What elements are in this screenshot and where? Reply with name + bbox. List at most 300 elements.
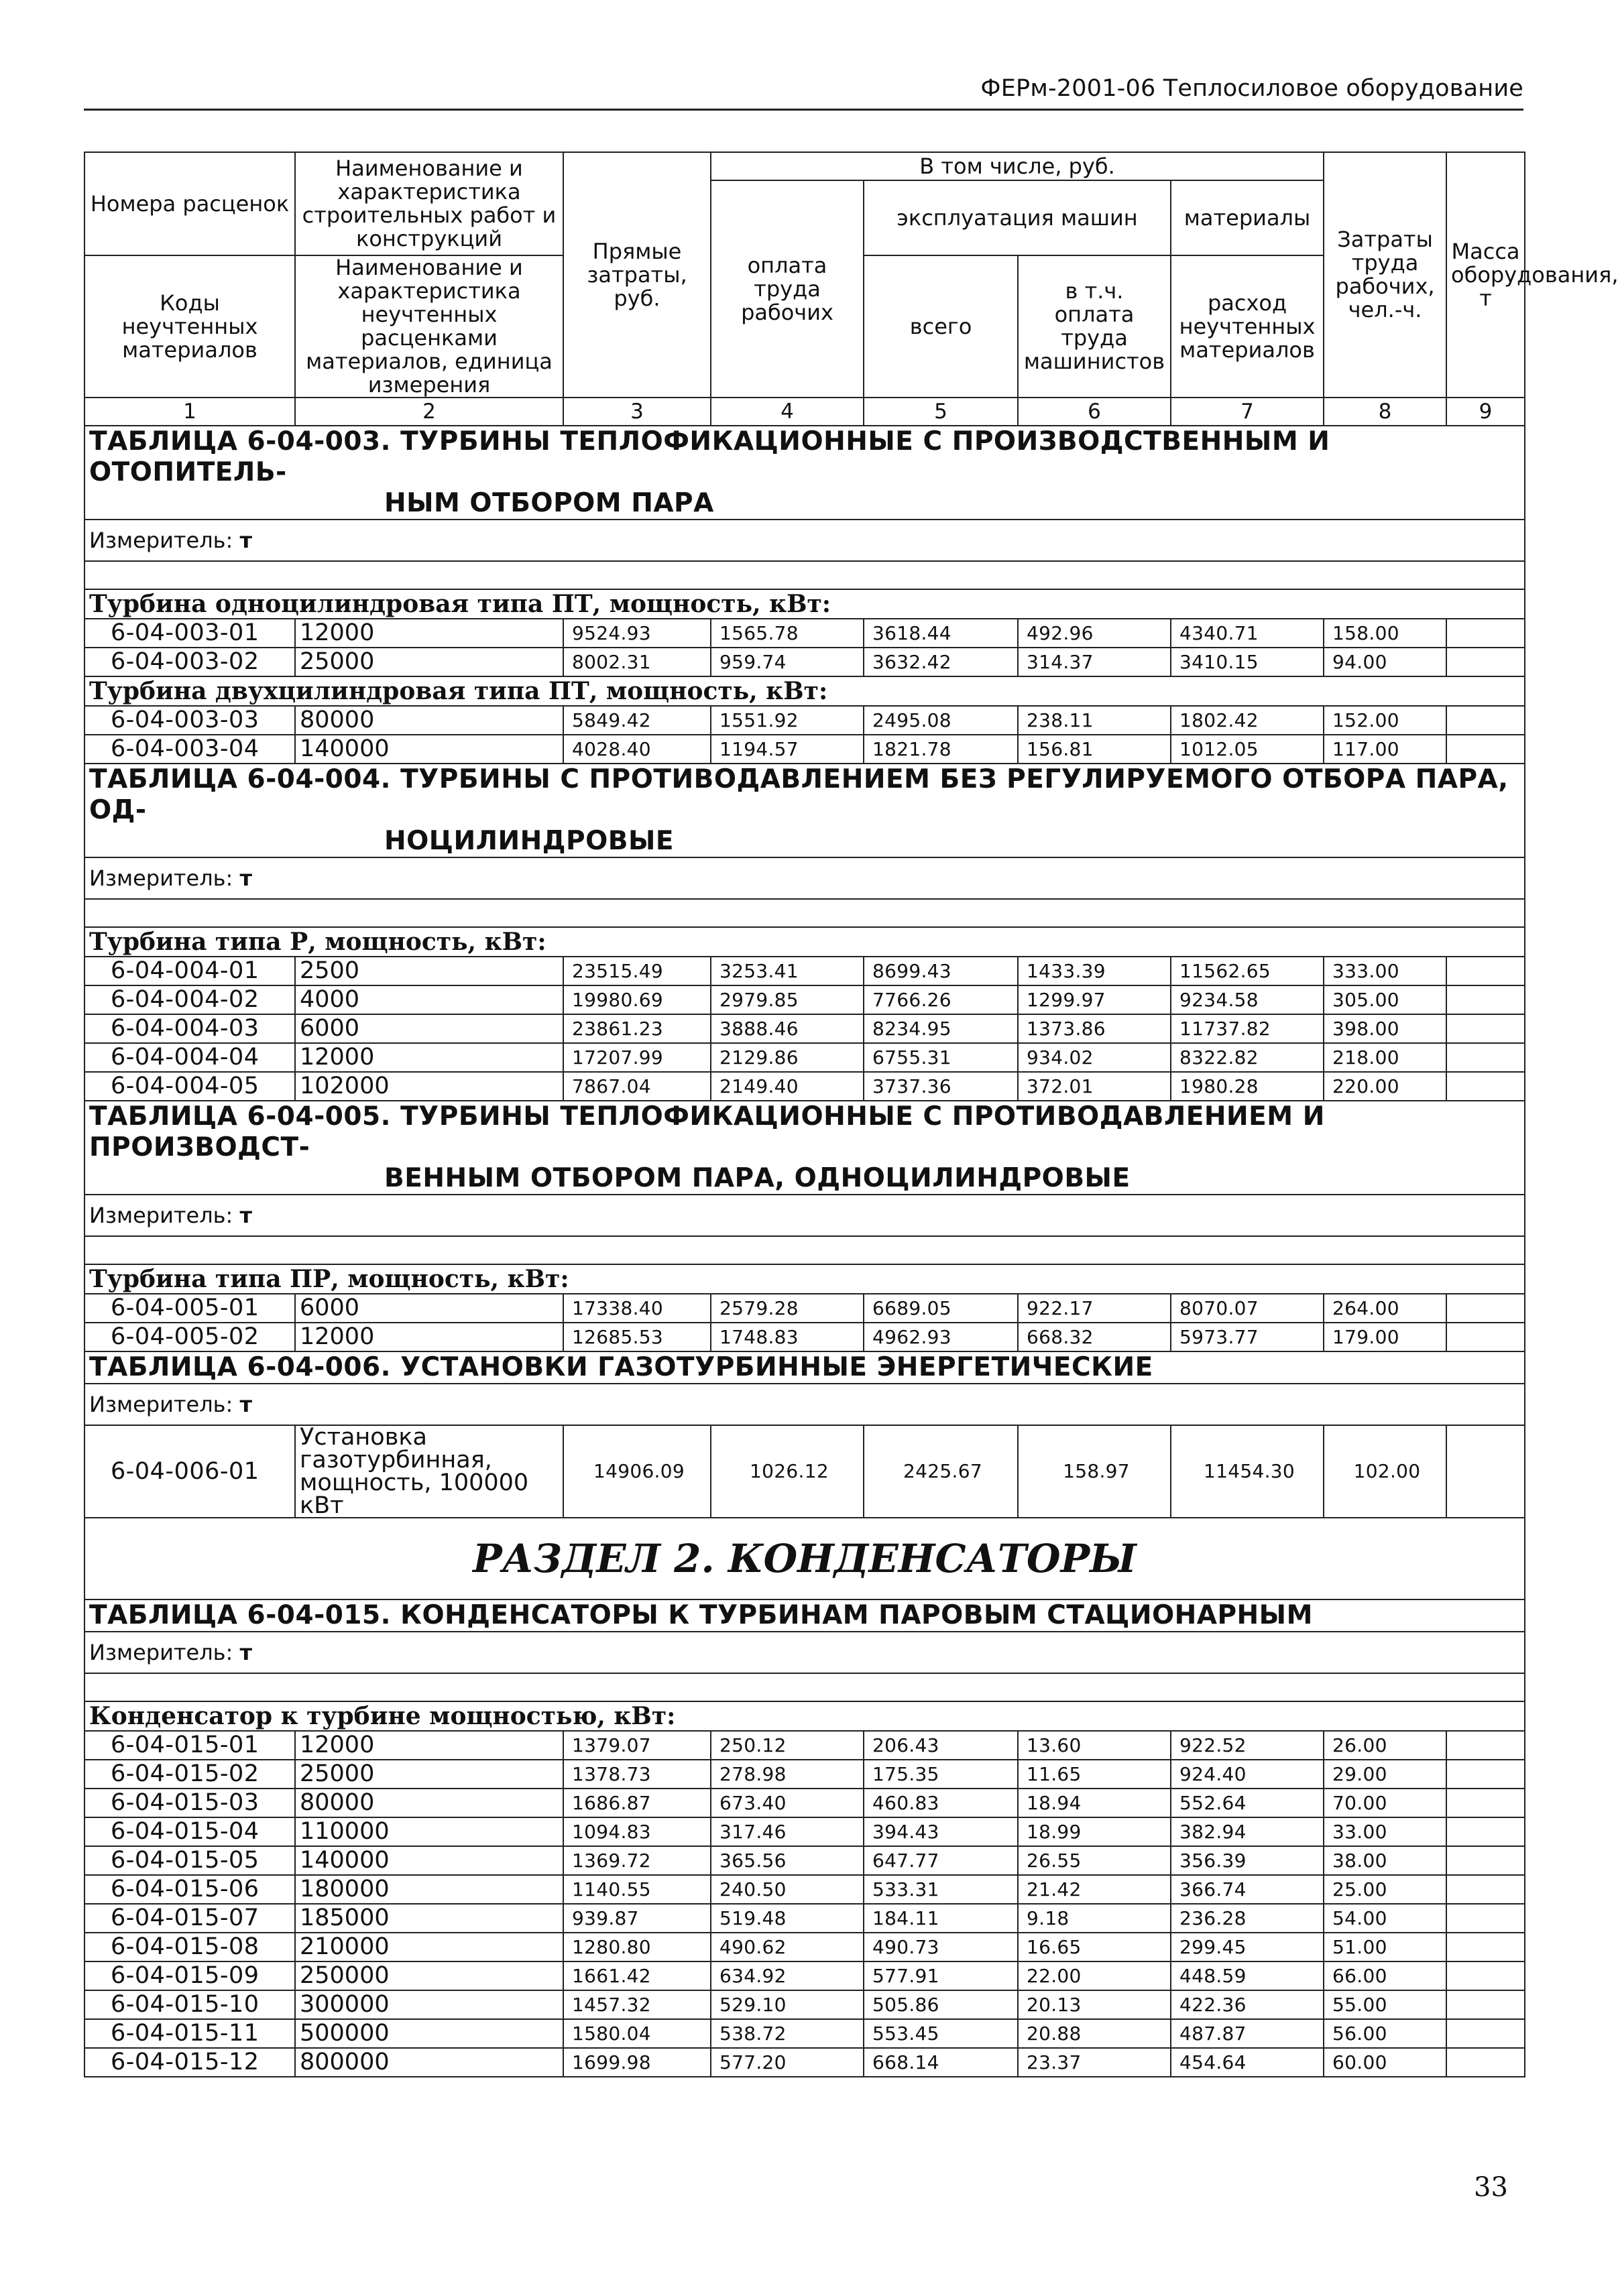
labor-wages: 529.10 xyxy=(711,1990,864,2019)
machine-wages: 18.99 xyxy=(1018,1817,1171,1846)
table-row xyxy=(84,1904,1525,1933)
rate-code: 6-04-015-05 xyxy=(84,1846,295,1875)
header-materials-consumption: расход неучтенных материалов xyxy=(1171,255,1324,398)
table-row xyxy=(84,1933,1525,1961)
table-row xyxy=(84,1961,1525,1990)
spacer-cell xyxy=(84,899,1525,927)
equipment-mass xyxy=(1446,2019,1525,2048)
labor-hours: 55.00 xyxy=(1324,1990,1446,2019)
group-heading: Турбина типа ПР, мощность, кВт: xyxy=(84,1264,1525,1294)
direct-costs: 1379.07 xyxy=(563,1731,711,1760)
labor-wages: 1194.57 xyxy=(711,735,864,764)
direct-costs: 23861.23 xyxy=(563,1014,711,1043)
labor-wages: 490.62 xyxy=(711,1933,864,1961)
column-number: 3 xyxy=(563,398,711,426)
material-costs: 11454.30 xyxy=(1171,1425,1324,1518)
machine-costs: 184.11 xyxy=(864,1904,1018,1933)
equipment-mass xyxy=(1446,1323,1525,1351)
machine-costs: 206.43 xyxy=(864,1731,1018,1760)
machine-costs: 6689.05 xyxy=(864,1294,1018,1323)
equipment-mass xyxy=(1446,1043,1525,1072)
direct-costs: 1686.87 xyxy=(563,1789,711,1817)
table-title-line: ТАБЛИЦА 6-04-004. ТУРБИНЫ С ПРОТИВОДАВЛЕНИЕМ БЕЗ РЕГУЛИРУЕМОГО ОТБОРА ПАРА, ОД- xyxy=(89,764,1509,825)
labor-hours: 102.00 xyxy=(1324,1425,1446,1518)
table-body xyxy=(84,152,1618,2077)
direct-costs: 1580.04 xyxy=(563,2019,711,2048)
table-row xyxy=(84,2048,1525,2077)
header-rule xyxy=(84,109,1523,111)
machine-wages: 1373.86 xyxy=(1018,1014,1171,1043)
labor-hours: 38.00 xyxy=(1324,1846,1446,1875)
labor-wages: 2579.28 xyxy=(711,1294,864,1323)
table-title-row xyxy=(84,1351,1525,1384)
table-row xyxy=(84,1846,1525,1875)
spacer-row xyxy=(84,561,1525,589)
labor-wages: 1551.92 xyxy=(711,706,864,735)
meter-unit: т xyxy=(239,1640,253,1665)
machine-wages: 18.94 xyxy=(1018,1789,1171,1817)
machine-costs: 460.83 xyxy=(864,1789,1018,1817)
machine-costs: 533.31 xyxy=(864,1875,1018,1904)
rate-name: 25000 xyxy=(295,648,563,676)
section-title: РАЗДЕЛ 2. КОНДЕНСАТОРЫ xyxy=(84,1518,1525,1599)
machine-wages: 156.81 xyxy=(1018,735,1171,764)
machine-wages: 372.01 xyxy=(1018,1072,1171,1101)
rate-code: 6-04-004-01 xyxy=(84,957,295,985)
material-costs: 454.64 xyxy=(1171,2048,1324,2077)
labor-hours: 26.00 xyxy=(1324,1731,1446,1760)
material-costs: 5973.77 xyxy=(1171,1323,1324,1351)
machine-wages: 20.88 xyxy=(1018,2019,1171,2048)
rate-code: 6-04-003-04 xyxy=(84,735,295,764)
direct-costs: 939.87 xyxy=(563,1904,711,1933)
header-equipment-mass: Масса оборудования, т xyxy=(1446,152,1525,398)
equipment-mass xyxy=(1446,1904,1525,1933)
rate-name: 500000 xyxy=(295,2019,563,2048)
rate-code: 6-04-005-01 xyxy=(84,1294,295,1323)
page-number: 33 xyxy=(1474,2172,1508,2203)
machine-wages: 314.37 xyxy=(1018,648,1171,676)
rate-code: 6-04-015-01 xyxy=(84,1731,295,1760)
price-table xyxy=(84,152,1618,2077)
table-row xyxy=(84,619,1525,648)
machine-costs: 6755.31 xyxy=(864,1043,1018,1072)
header-materials: материалы xyxy=(1171,180,1324,255)
rate-code: 6-04-015-11 xyxy=(84,2019,295,2048)
rate-name: 210000 xyxy=(295,1933,563,1961)
column-number: 6 xyxy=(1018,398,1171,426)
direct-costs: 19980.69 xyxy=(563,985,711,1014)
machine-wages: 238.11 xyxy=(1018,706,1171,735)
header-material-name: Наименование и характеристика неучтенных расценками материалов, единица измерения xyxy=(295,255,563,398)
labor-wages: 673.40 xyxy=(711,1789,864,1817)
equipment-mass xyxy=(1446,1817,1525,1846)
machine-wages: 16.65 xyxy=(1018,1933,1171,1961)
table-title-line: ТАБЛИЦА 6-04-003. ТУРБИНЫ ТЕПЛОФИКАЦИОННЫЕ С ПРОИЗВОДСТВЕННЫМ И ОТОПИТЕЛЬ- xyxy=(89,426,1330,487)
machine-costs: 175.35 xyxy=(864,1760,1018,1789)
table-row xyxy=(84,957,1525,985)
rate-name: 6000 xyxy=(295,1294,563,1323)
group-heading: Конденсатор к турбине мощностью, кВт: xyxy=(84,1701,1525,1731)
machine-wages: 1433.39 xyxy=(1018,957,1171,985)
rate-name: 800000 xyxy=(295,2048,563,2077)
rate-code: 6-04-006-01 xyxy=(84,1425,295,1518)
table-title-row xyxy=(84,764,1525,857)
header-including: В том числе, руб. xyxy=(711,152,1324,180)
machine-costs: 2425.67 xyxy=(864,1425,1018,1518)
rate-name: 4000 xyxy=(295,985,563,1014)
equipment-mass xyxy=(1446,985,1525,1014)
meter-row xyxy=(84,1384,1525,1425)
column-number: 8 xyxy=(1324,398,1446,426)
labor-wages: 959.74 xyxy=(711,648,864,676)
spacer-row xyxy=(84,899,1525,927)
labor-wages: 278.98 xyxy=(711,1760,864,1789)
labor-hours: 398.00 xyxy=(1324,1014,1446,1043)
material-costs: 487.87 xyxy=(1171,2019,1324,2048)
labor-wages: 365.56 xyxy=(711,1846,864,1875)
machine-costs: 8699.43 xyxy=(864,957,1018,985)
direct-costs: 17338.40 xyxy=(563,1294,711,1323)
rate-code: 6-04-004-03 xyxy=(84,1014,295,1043)
labor-hours: 152.00 xyxy=(1324,706,1446,735)
material-costs: 552.64 xyxy=(1171,1789,1324,1817)
meter-cell xyxy=(84,857,1525,899)
rate-name: 80000 xyxy=(295,706,563,735)
group-heading-row xyxy=(84,1264,1525,1294)
labor-hours: 29.00 xyxy=(1324,1760,1446,1789)
meter-unit: т xyxy=(239,865,253,891)
labor-wages: 634.92 xyxy=(711,1961,864,1990)
table-title-row xyxy=(84,1599,1525,1632)
meter-label: Измеритель: xyxy=(89,1203,233,1228)
meter-label: Измеритель: xyxy=(89,865,233,891)
labor-hours: 70.00 xyxy=(1324,1789,1446,1817)
labor-wages: 1565.78 xyxy=(711,619,864,648)
header-labor-wages: оплата труда рабочих xyxy=(711,180,864,398)
column-number: 4 xyxy=(711,398,864,426)
labor-wages: 1748.83 xyxy=(711,1323,864,1351)
rate-code: 6-04-004-04 xyxy=(84,1043,295,1072)
machine-costs: 668.14 xyxy=(864,2048,1018,2077)
labor-wages: 2129.86 xyxy=(711,1043,864,1072)
meter-row xyxy=(84,1632,1525,1673)
table-row xyxy=(84,2019,1525,2048)
column-number: 7 xyxy=(1171,398,1324,426)
machine-costs: 2495.08 xyxy=(864,706,1018,735)
rate-code: 6-04-004-05 xyxy=(84,1072,295,1101)
machine-wages: 23.37 xyxy=(1018,2048,1171,2077)
labor-hours: 305.00 xyxy=(1324,985,1446,1014)
labor-hours: 66.00 xyxy=(1324,1961,1446,1990)
equipment-mass xyxy=(1446,1425,1525,1518)
labor-wages: 2149.40 xyxy=(711,1072,864,1101)
machine-wages: 158.97 xyxy=(1018,1425,1171,1518)
machine-costs: 8234.95 xyxy=(864,1014,1018,1043)
machine-costs: 3737.36 xyxy=(864,1072,1018,1101)
rate-code: 6-04-004-02 xyxy=(84,985,295,1014)
equipment-mass xyxy=(1446,1933,1525,1961)
direct-costs: 1457.32 xyxy=(563,1990,711,2019)
equipment-mass xyxy=(1446,735,1525,764)
rate-name: 12000 xyxy=(295,1043,563,1072)
column-number: 9 xyxy=(1446,398,1525,426)
meter-cell xyxy=(84,1384,1525,1425)
machine-wages: 1299.97 xyxy=(1018,985,1171,1014)
material-costs: 3410.15 xyxy=(1171,648,1324,676)
machine-costs: 577.91 xyxy=(864,1961,1018,1990)
material-costs: 922.52 xyxy=(1171,1731,1324,1760)
machine-wages: 11.65 xyxy=(1018,1760,1171,1789)
material-costs: 299.45 xyxy=(1171,1933,1324,1961)
rate-name: 25000 xyxy=(295,1760,563,1789)
meter-cell xyxy=(84,520,1525,561)
rate-name: 12000 xyxy=(295,619,563,648)
table-row xyxy=(84,1294,1525,1323)
material-costs: 11737.82 xyxy=(1171,1014,1324,1043)
rate-name: Установка газотурбинная, мощность, 100000 кВт xyxy=(295,1425,563,1518)
material-costs: 9234.58 xyxy=(1171,985,1324,1014)
table-title-line: ТАБЛИЦА 6-04-005. ТУРБИНЫ ТЕПЛОФИКАЦИОННЫЕ С ПРОТИВОДАВЛЕНИЕМ И ПРОИЗВОДСТ- xyxy=(89,1101,1325,1162)
column-number-row xyxy=(84,398,1525,426)
meter-label: Измеритель: xyxy=(89,1392,233,1417)
equipment-mass xyxy=(1446,1760,1525,1789)
table-row xyxy=(84,1731,1525,1760)
meter-label: Измеритель: xyxy=(89,1640,233,1665)
equipment-mass xyxy=(1446,1731,1525,1760)
direct-costs: 17207.99 xyxy=(563,1043,711,1072)
direct-costs: 1661.42 xyxy=(563,1961,711,1990)
running-header: ФЕРм-2001-06 Теплосиловое оборудование xyxy=(980,75,1523,102)
header-machine-total: всего xyxy=(864,255,1018,398)
direct-costs: 14906.09 xyxy=(563,1425,711,1518)
meter-unit: т xyxy=(239,528,253,553)
material-costs: 8070.07 xyxy=(1171,1294,1324,1323)
equipment-mass xyxy=(1446,1846,1525,1875)
rate-code: 6-04-015-03 xyxy=(84,1789,295,1817)
labor-hours: 264.00 xyxy=(1324,1294,1446,1323)
labor-wages: 3253.41 xyxy=(711,957,864,985)
machine-wages: 9.18 xyxy=(1018,1904,1171,1933)
machine-wages: 922.17 xyxy=(1018,1294,1171,1323)
table-title-line: ТАБЛИЦА 6-04-015. КОНДЕНСАТОРЫ К ТУРБИНАМ ПАРОВЫМ СТАЦИОНАРНЫМ xyxy=(89,1600,1313,1630)
equipment-mass xyxy=(1446,957,1525,985)
table-title xyxy=(84,426,1525,520)
rate-name: 185000 xyxy=(295,1904,563,1933)
labor-hours: 94.00 xyxy=(1324,648,1446,676)
material-costs: 11562.65 xyxy=(1171,957,1324,985)
table-row xyxy=(84,1072,1525,1101)
rate-code: 6-04-015-12 xyxy=(84,2048,295,2077)
meter-unit: т xyxy=(239,1203,253,1228)
machine-wages: 26.55 xyxy=(1018,1846,1171,1875)
labor-hours: 51.00 xyxy=(1324,1933,1446,1961)
table-row xyxy=(84,1789,1525,1817)
equipment-mass xyxy=(1446,1875,1525,1904)
equipment-mass xyxy=(1446,1014,1525,1043)
direct-costs: 23515.49 xyxy=(563,957,711,985)
labor-hours: 179.00 xyxy=(1324,1323,1446,1351)
rate-code: 6-04-003-02 xyxy=(84,648,295,676)
table-title xyxy=(84,1599,1525,1632)
machine-costs: 490.73 xyxy=(864,1933,1018,1961)
header-labor-hours: Затраты труда рабочих, чел.-ч. xyxy=(1324,152,1446,398)
table-title xyxy=(84,1101,1525,1195)
rate-name: 250000 xyxy=(295,1961,563,1990)
material-costs: 422.36 xyxy=(1171,1990,1324,2019)
machine-costs: 1821.78 xyxy=(864,735,1018,764)
header-row-1 xyxy=(84,152,1525,180)
labor-hours: 54.00 xyxy=(1324,1904,1446,1933)
rate-name: 140000 xyxy=(295,1846,563,1875)
rate-code: 6-04-015-10 xyxy=(84,1990,295,2019)
equipment-mass xyxy=(1446,1072,1525,1101)
equipment-mass xyxy=(1446,706,1525,735)
labor-wages: 250.12 xyxy=(711,1731,864,1760)
equipment-mass xyxy=(1446,1294,1525,1323)
direct-costs: 5849.42 xyxy=(563,706,711,735)
labor-hours: 33.00 xyxy=(1324,1817,1446,1846)
table-title xyxy=(84,764,1525,857)
meter-row xyxy=(84,520,1525,561)
meter-cell xyxy=(84,1632,1525,1673)
material-costs: 1802.42 xyxy=(1171,706,1324,735)
group-heading-row xyxy=(84,1701,1525,1731)
table-row xyxy=(84,985,1525,1014)
rate-code: 6-04-005-02 xyxy=(84,1323,295,1351)
machine-costs: 4962.93 xyxy=(864,1323,1018,1351)
material-costs: 924.40 xyxy=(1171,1760,1324,1789)
labor-hours: 218.00 xyxy=(1324,1043,1446,1072)
equipment-mass xyxy=(1446,648,1525,676)
machine-wages: 13.60 xyxy=(1018,1731,1171,1760)
material-costs: 356.39 xyxy=(1171,1846,1324,1875)
table-title-line: ВЕННЫМ ОТБОРОМ ПАРА, ОДНОЦИЛИНДРОВЫЕ xyxy=(384,1163,1131,1193)
rate-name: 80000 xyxy=(295,1789,563,1817)
rate-code: 6-04-003-03 xyxy=(84,706,295,735)
machine-costs: 7766.26 xyxy=(864,985,1018,1014)
labor-hours: 117.00 xyxy=(1324,735,1446,764)
machine-costs: 647.77 xyxy=(864,1846,1018,1875)
rate-name: 6000 xyxy=(295,1014,563,1043)
rate-code: 6-04-015-07 xyxy=(84,1904,295,1933)
rate-code: 6-04-015-09 xyxy=(84,1961,295,1990)
machine-costs: 3632.42 xyxy=(864,648,1018,676)
machine-wages: 21.42 xyxy=(1018,1875,1171,1904)
header-work-name: Наименование и характеристика строительных работ и конструкций xyxy=(295,152,563,255)
rate-code: 6-04-015-08 xyxy=(84,1933,295,1961)
group-heading-row xyxy=(84,676,1525,706)
table-title-row xyxy=(84,426,1525,520)
rate-name: 12000 xyxy=(295,1731,563,1760)
machine-costs: 394.43 xyxy=(864,1817,1018,1846)
labor-wages: 2979.85 xyxy=(711,985,864,1014)
material-costs: 236.28 xyxy=(1171,1904,1324,1933)
labor-wages: 577.20 xyxy=(711,2048,864,2077)
table-row xyxy=(84,1323,1525,1351)
equipment-mass xyxy=(1446,2048,1525,2077)
rate-name: 180000 xyxy=(295,1875,563,1904)
machine-wages: 668.32 xyxy=(1018,1323,1171,1351)
direct-costs: 1280.80 xyxy=(563,1933,711,1961)
direct-costs: 1094.83 xyxy=(563,1817,711,1846)
table-row xyxy=(84,706,1525,735)
material-costs: 366.74 xyxy=(1171,1875,1324,1904)
group-heading-row xyxy=(84,589,1525,619)
direct-costs: 1378.73 xyxy=(563,1760,711,1789)
direct-costs: 1699.98 xyxy=(563,2048,711,2077)
rate-name: 12000 xyxy=(295,1323,563,1351)
labor-wages: 317.46 xyxy=(711,1817,864,1846)
column-number: 1 xyxy=(84,398,295,426)
header-rate-numbers: Номера расценок xyxy=(84,152,295,255)
rate-code: 6-04-003-01 xyxy=(84,619,295,648)
direct-costs: 8002.31 xyxy=(563,648,711,676)
header-direct-costs: Прямые затраты, руб. xyxy=(563,152,711,398)
column-number: 5 xyxy=(864,398,1018,426)
rate-name: 102000 xyxy=(295,1072,563,1101)
rate-name: 110000 xyxy=(295,1817,563,1846)
labor-hours: 56.00 xyxy=(1324,2019,1446,2048)
rate-code: 6-04-015-06 xyxy=(84,1875,295,1904)
labor-hours: 60.00 xyxy=(1324,2048,1446,2077)
labor-wages: 519.48 xyxy=(711,1904,864,1933)
table-row xyxy=(84,735,1525,764)
table-title-line: НЫМ ОТБОРОМ ПАРА xyxy=(384,488,714,518)
table-title-row xyxy=(84,1101,1525,1195)
header-machine-wages: в т.ч. оплата труда машинистов xyxy=(1018,255,1171,398)
meter-label: Измеритель: xyxy=(89,528,233,553)
direct-costs: 4028.40 xyxy=(563,735,711,764)
header-machine-operation: эксплуатация машин xyxy=(864,180,1171,255)
group-heading-row xyxy=(84,927,1525,957)
machine-wages: 934.02 xyxy=(1018,1043,1171,1072)
direct-costs: 1369.72 xyxy=(563,1846,711,1875)
direct-costs: 9524.93 xyxy=(563,619,711,648)
machine-costs: 553.45 xyxy=(864,2019,1018,2048)
spacer-cell xyxy=(84,1236,1525,1264)
equipment-mass xyxy=(1446,1990,1525,2019)
group-heading: Турбина одноцилиндровая типа ПТ, мощность, кВт: xyxy=(84,589,1525,619)
machine-costs: 505.86 xyxy=(864,1990,1018,2019)
table-title-line: ТАБЛИЦА 6-04-006. УСТАНОВКИ ГАЗОТУРБИННЫЕ ЭНЕРГЕТИЧЕСКИЕ xyxy=(89,1352,1153,1382)
direct-costs: 1140.55 xyxy=(563,1875,711,1904)
table-title xyxy=(84,1351,1525,1384)
meter-unit: т xyxy=(239,1392,253,1417)
column-number: 2 xyxy=(295,398,563,426)
machine-wages: 22.00 xyxy=(1018,1961,1171,1990)
material-costs: 448.59 xyxy=(1171,1961,1324,1990)
table-row xyxy=(84,648,1525,676)
direct-costs: 7867.04 xyxy=(563,1072,711,1101)
group-heading: Турбина двухцилиндровая типа ПТ, мощность, кВт: xyxy=(84,676,1525,706)
table-row xyxy=(84,1990,1525,2019)
material-costs: 4340.71 xyxy=(1171,619,1324,648)
rate-name: 300000 xyxy=(295,1990,563,2019)
table-row xyxy=(84,1817,1525,1846)
table-row xyxy=(84,1425,1525,1518)
spacer-cell xyxy=(84,561,1525,589)
machine-costs: 3618.44 xyxy=(864,619,1018,648)
spacer-row xyxy=(84,1673,1525,1701)
table-title-line: НОЦИЛИНДРОВЫЕ xyxy=(384,826,675,856)
rate-name: 2500 xyxy=(295,957,563,985)
table-row xyxy=(84,1760,1525,1789)
labor-wages: 538.72 xyxy=(711,2019,864,2048)
labor-hours: 333.00 xyxy=(1324,957,1446,985)
rate-name: 140000 xyxy=(295,735,563,764)
equipment-mass xyxy=(1446,1961,1525,1990)
